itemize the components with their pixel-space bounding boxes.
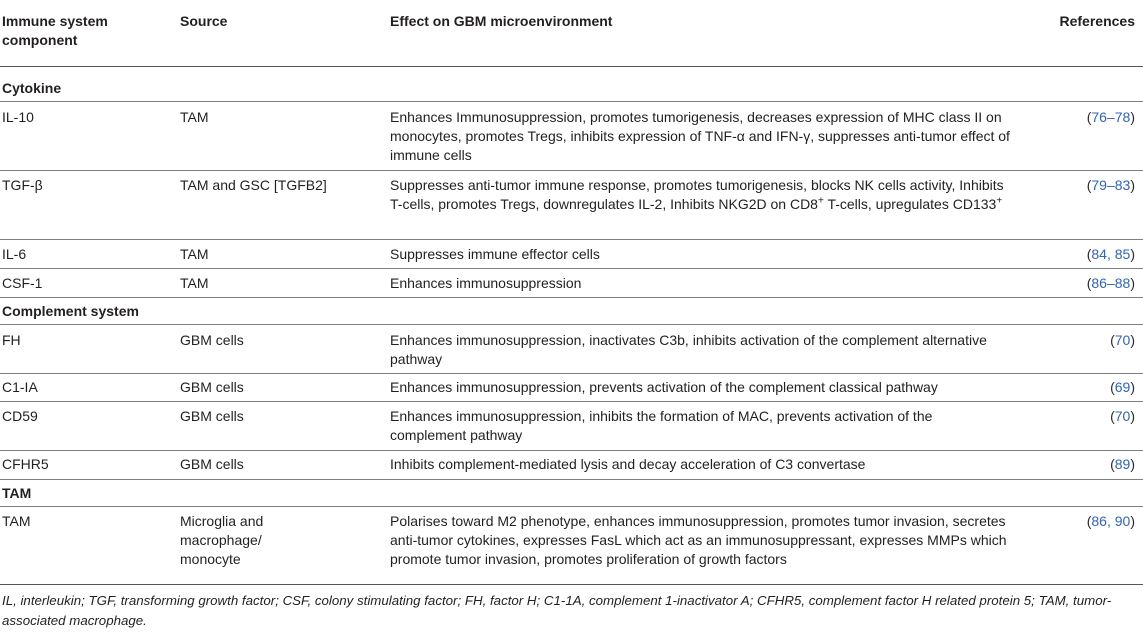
row-rule xyxy=(0,373,1143,374)
row-references: (76–78) xyxy=(1086,109,1135,125)
row-component: CSF-1 xyxy=(2,275,43,291)
row-references: (84, 85) xyxy=(1086,246,1135,262)
row-source: GBM cells xyxy=(180,408,244,424)
row-component: C1-IA xyxy=(2,379,38,395)
row-component: FH xyxy=(2,332,21,348)
row-effect: Inhibits complement-mediated lysis and decay acceleration of C3 convertase xyxy=(390,456,866,472)
row-rule xyxy=(0,479,1143,480)
row-references: (70) xyxy=(1110,332,1135,348)
reference-link[interactable]: 69 xyxy=(1114,379,1131,395)
row-source: TAM xyxy=(180,275,209,291)
header-component: Immune system component xyxy=(2,13,108,48)
row-rule xyxy=(0,401,1143,402)
section-tam: TAM xyxy=(2,485,32,501)
row-effect: Enhances immunosuppression, prevents activation of the complement classical pathway xyxy=(390,379,938,395)
reference-link[interactable]: 70 xyxy=(1114,408,1131,424)
reference-link[interactable]: 76–78 xyxy=(1091,109,1131,125)
row-rule xyxy=(0,239,1143,240)
table-bottom-rule xyxy=(0,584,1143,585)
row-references: (86, 90) xyxy=(1086,513,1135,529)
reference-link[interactable]: 86, 90 xyxy=(1091,513,1131,529)
row-references: (79–83) xyxy=(1086,177,1135,193)
row-references: (69) xyxy=(1110,379,1135,395)
section-rule xyxy=(0,101,1143,102)
row-references: (70) xyxy=(1110,408,1135,424)
reference-link[interactable]: 70 xyxy=(1114,332,1131,348)
row-rule xyxy=(0,170,1143,171)
row-rule xyxy=(0,268,1143,269)
row-effect: Suppresses anti-tumor immune response, promotes tumorigenesis, blocks NK cells activity, Inhibits T-cells, promotes Tregs, downregulates IL-2, Inhibits NKG2D on CD8+ T-cells, upregulates CD133+ xyxy=(390,177,1004,212)
row-source: GBM cells xyxy=(180,332,244,348)
table-footnote: IL, interleukin; TGF, transforming growth factor; CSF, colony stimulating factor; FH, factor H; C1-1A, complement 1-inactivator A; CFHR5, complement factor H related protein 5; TAM, tumor-associated macrophage. xyxy=(2,593,1112,628)
row-effect: Enhances immunosuppression, inhibits the formation of MAC, prevents activation of the complement pathway xyxy=(390,408,933,443)
row-source: GBM cells xyxy=(180,456,244,472)
row-effect: Polarises toward M2 phenotype, enhances immunosuppression, promotes tumor invasion, secretes anti-tumor cytokines, expresses FasL which act as an immunosuppressant, expresses MMPs which promote tumor invasion, promotes proliferation of growth factors xyxy=(390,513,1007,567)
row-component: IL-10 xyxy=(2,109,34,125)
section-rule xyxy=(0,324,1143,325)
section-complement-system: Complement system xyxy=(2,303,139,319)
row-references: (89) xyxy=(1110,456,1135,472)
row-source: TAM and GSC [TGFB2] xyxy=(180,177,327,193)
reference-link[interactable]: 84, 85 xyxy=(1091,246,1131,262)
section-rule xyxy=(0,506,1143,507)
header-source: Source xyxy=(180,13,228,29)
row-rule xyxy=(0,297,1143,298)
row-effect: Enhances Immunosuppression, promotes tumorigenesis, decreases expression of MHC class II on monocytes, promotes Tregs, inhibits expression of TNF-α and IFN-γ, suppresses anti-tumor effect of immune cells xyxy=(390,109,1010,163)
row-source: Microglia and macrophage/ monocyte xyxy=(180,513,264,567)
row-component: CFHR5 xyxy=(2,456,49,472)
reference-link[interactable]: 79–83 xyxy=(1091,177,1131,193)
reference-link[interactable]: 86–88 xyxy=(1091,275,1131,291)
row-component: TGF-β xyxy=(2,177,43,193)
row-source: TAM xyxy=(180,246,209,262)
row-component: IL-6 xyxy=(2,246,27,262)
row-effect: Enhances immunosuppression, inactivates C3b, inhibits activation of the complement alternative pathway xyxy=(390,332,987,367)
row-component: TAM xyxy=(2,513,31,529)
row-source: TAM xyxy=(180,109,209,125)
header-rule xyxy=(0,66,1143,67)
row-effect: Suppresses immune effector cells xyxy=(390,246,600,262)
header-effect: Effect on GBM microenvironment xyxy=(390,13,613,29)
section-cytokine: Cytokine xyxy=(2,80,62,96)
header-references: References xyxy=(1059,13,1135,29)
row-rule xyxy=(0,450,1143,451)
row-effect: Enhances immunosuppression xyxy=(390,275,582,291)
row-source: GBM cells xyxy=(180,379,244,395)
row-references: (86–88) xyxy=(1086,275,1135,291)
row-component: CD59 xyxy=(2,408,38,424)
reference-link[interactable]: 89 xyxy=(1114,456,1131,472)
